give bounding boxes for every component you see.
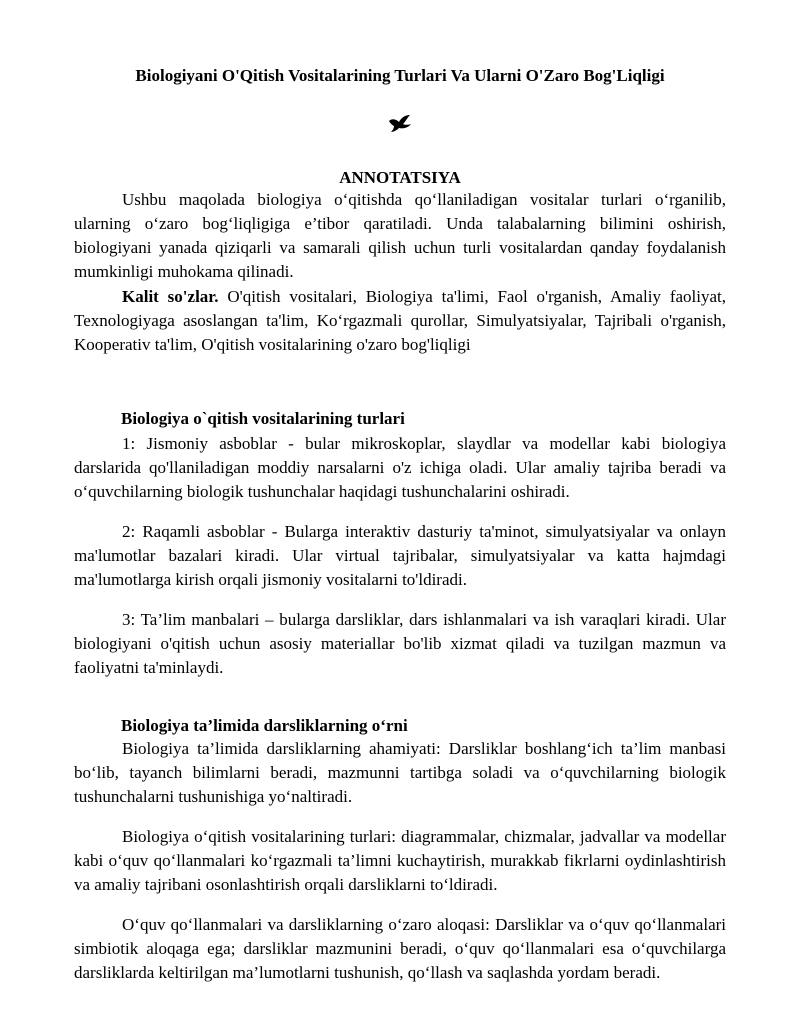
document-title: Biologiyani O'Qitish Vositalarining Turlari Va Ularni O'Zaro Bog'Liqligi: [135, 66, 665, 85]
section1-paragraph-physical-tools: 1: Jismoniy asboblar - bular mikroskoplar, slaydlar va modellar kabi biologiya darslarida qo'llaniladigan moddiy narsalarni o'z ichiga oladi. Ular amaliy tajriba beradi va o‘quvchilarning biologik tushunchalar haqidagi tushunchalarini oshiradi.: [74, 434, 726, 501]
keywords-paragraph: [74, 285, 726, 357]
section2-paragraph-teaching-aids: Biologiya o‘qitish vositalarining turlari: diagrammalar, chizmalar, jadvallar va modellar kabi o‘quv qo‘llanmalari ko‘rgazmali ta’limni kuchaytirish, murakkab fikrlarni oydinlashtirish va amaliy tajribani osonlashtirish orqali darsliklarni to‘ldiradi.: [74, 827, 726, 894]
section2-paragraph-textbook-importance: Biologiya ta’limida darsliklarning ahamiyati: Darsliklar boshlang‘ich ta’lim manbasi bo‘lib, tayanch bilimlarni beradi, mazmunni tartibga soladi va o‘quvchilarning biologik tushunchalarni tushunishiga yo‘naltiradi.: [74, 739, 726, 806]
keywords-label: Kalit so'zlar.: [122, 287, 219, 306]
annotation-heading: ANNOTATSIYA: [339, 168, 461, 187]
annotation-paragraph: Ushbu maqolada biologiya o‘qitishda qo‘llaniladigan vositalar turlari o‘rganilib, ularning o‘zaro bog‘liqligiga e’tibor qaratiladi. Unda talabalarning bilimini oshirish, biologiyani yanada qiziqarli va samarali qilish uchun turli vositalardan qanday foydalanish mumkinligi muhokama qilinadi.: [74, 190, 726, 281]
section2-paragraph-interrelation: O‘quv qo‘llanmalari va darsliklarning o‘zaro aloqasi: Darsliklar va o‘quv qo‘llanmalari simbiotik aloqaga ega; darsliklar mazmunini beradi, o‘quv qo‘llanmalari esa o‘quvchilarga darsliklarda keltirilgan ma’lumotlarni tushunish, qo‘llash va saqlashda yordam beradi.: [74, 915, 726, 982]
section1-paragraph-digital-tools: 2: Raqamli asboblar - Bularga interaktiv dasturiy ta'minot, simulyatsiyalar va onlayn ma'lumotlar bazalari kiradi. Ular virtual tajribalar, simulyatsiyalar va katta hajmdagi ma'lumotlarga kirish orqali jismoniy vositalarni to'ldiradi.: [74, 522, 726, 589]
section1-paragraph-educational-resources: 3: Ta’lim manbalari – bularga darsliklar, dars ishlanmalari va ish varaqlari kiradi. Ular biologiyani o'qitish uchun asosiy materiallar bo'lib xizmat qiladi va tuzilgan mazmun va faoliyatni ta'minlaydi.: [74, 610, 726, 677]
dove-ornament-icon: [386, 112, 414, 136]
section-heading-textbooks-role: Biologiya ta’limida darsliklarning o‘rni: [121, 716, 408, 735]
section-heading-tool-types: Biologiya o`qitish vositalarining turlari: [121, 409, 405, 428]
keywords-list: O'qitish vositalari, Biologiya ta'limi, Faol o'rganish, Amaliy faoliyat, Texnologiyaga asoslangan ta'lim, Ko‘rgazmali qurollar, Simulyatsiyalar, Tajribali o'rganish, Kooperativ ta'lim, O'qitish vositalarining o'zaro bog'liqligi: [74, 287, 726, 354]
